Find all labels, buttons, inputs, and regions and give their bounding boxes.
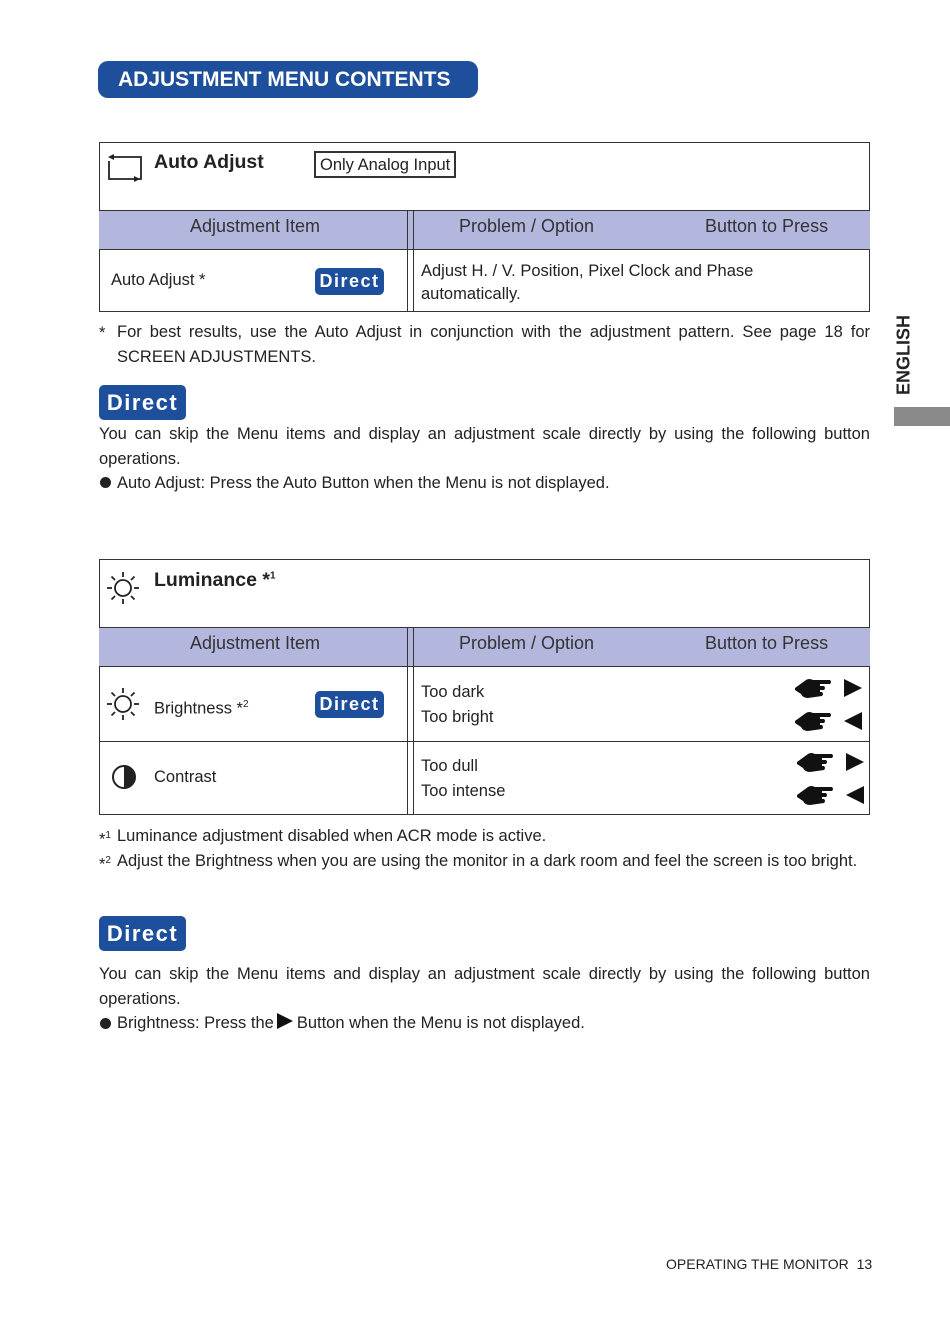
direct-description: You can skip the Menu items and display an adjustment scale directly by using the following button operations. xyxy=(99,965,870,1008)
header-button-to-press: Button to Press xyxy=(705,633,829,653)
header-adjustment-item: Adjustment Item xyxy=(190,633,321,653)
pointing-hand-icon xyxy=(794,677,832,699)
header-problem-option: Problem / Option xyxy=(459,633,595,653)
footnote-number: 2 xyxy=(105,855,111,866)
note-mark xyxy=(99,824,111,852)
auto-adjust-item: Auto Adjust * xyxy=(111,271,206,289)
row-divider xyxy=(99,741,870,742)
header-button-to-press: Button to Press xyxy=(705,216,829,236)
luminance-title xyxy=(154,569,276,592)
header-problem-option: Problem / Option xyxy=(459,216,595,236)
sun-icon xyxy=(106,571,140,605)
brightness-label: Brightness * xyxy=(154,699,243,718)
bullet-text-post: Button when the Menu is not displayed. xyxy=(296,1014,585,1032)
auto-note-mark: * xyxy=(99,324,106,342)
luminance-title-text: Luminance * xyxy=(154,569,270,591)
sun-icon xyxy=(106,687,140,721)
page-number: 13 xyxy=(856,1256,873,1272)
auto-adjust-problem-line1: Adjust H. / V. Position, Pixel Clock and Phase xyxy=(421,262,754,280)
option-too-dark: Too dark xyxy=(421,683,485,701)
pointing-hand-icon xyxy=(796,784,834,806)
column-divider xyxy=(407,210,414,312)
auto-note: For best results, use the Auto Adjust in conjunction with the adjustment pattern. See page 18 for SCREEN ADJUSTMENTS. xyxy=(117,323,870,366)
pointing-hand-icon xyxy=(794,710,832,732)
column-divider xyxy=(407,627,414,815)
contrast-item: Contrast xyxy=(154,768,217,786)
bullet-text-pre: Brightness: Press the xyxy=(117,1014,274,1032)
option-too-bright: Too bright xyxy=(421,708,494,726)
direct-badge: Direct xyxy=(315,691,384,718)
bullet-dot xyxy=(100,1018,111,1029)
auto-adjust-bullet: Auto Adjust: Press the Auto Button when the Menu is not displayed. xyxy=(117,474,610,492)
analog-only-tag: Only Analog Input xyxy=(314,151,456,178)
luminance-note-1: Luminance adjustment disabled when ACR mode is active. xyxy=(117,827,547,845)
asterisk: * xyxy=(99,855,106,874)
direct-badge: Direct xyxy=(315,268,384,295)
asterisk: * xyxy=(99,830,106,849)
header-adjustment-item: Adjustment Item xyxy=(190,216,321,236)
page-footer xyxy=(666,1256,872,1272)
direct-heading: Direct xyxy=(99,916,186,951)
footer-label: OPERATING THE MONITOR xyxy=(666,1256,849,1272)
auto-adjust-title: Auto Adjust xyxy=(154,151,264,173)
pointing-hand-icon xyxy=(796,751,834,773)
note-mark xyxy=(99,849,111,877)
footnote-number: 1 xyxy=(105,830,111,841)
bullet-dot xyxy=(100,477,111,488)
luminance-note-2: Adjust the Brightness when you are using the monitor in a dark room and feel the screen is too bright. xyxy=(117,852,858,870)
language-tab xyxy=(884,305,924,405)
auto-adjust-icon xyxy=(104,153,144,183)
brightness-item xyxy=(154,693,249,721)
option-too-intense: Too intense xyxy=(421,782,506,800)
right-arrow-icon xyxy=(845,752,865,772)
language-tab-bar xyxy=(894,407,950,426)
footnote-ref: 2 xyxy=(242,699,249,710)
language-label: ENGLISH xyxy=(893,314,914,396)
direct-description: You can skip the Menu items and display an adjustment scale directly by using the following button operations. xyxy=(99,425,870,468)
left-arrow-icon xyxy=(843,711,863,731)
auto-adjust-problem-line2: automatically. xyxy=(421,285,521,303)
right-arrow-icon xyxy=(843,678,863,698)
contrast-icon xyxy=(111,764,137,790)
right-arrow-icon xyxy=(276,1012,294,1030)
left-arrow-icon xyxy=(845,785,865,805)
footnote-ref: 1 xyxy=(269,570,276,582)
option-too-dull: Too dull xyxy=(421,757,478,775)
brightness-bullet xyxy=(117,1011,585,1036)
direct-heading: Direct xyxy=(99,385,186,420)
page-title: ADJUSTMENT MENU CONTENTS xyxy=(98,61,478,98)
